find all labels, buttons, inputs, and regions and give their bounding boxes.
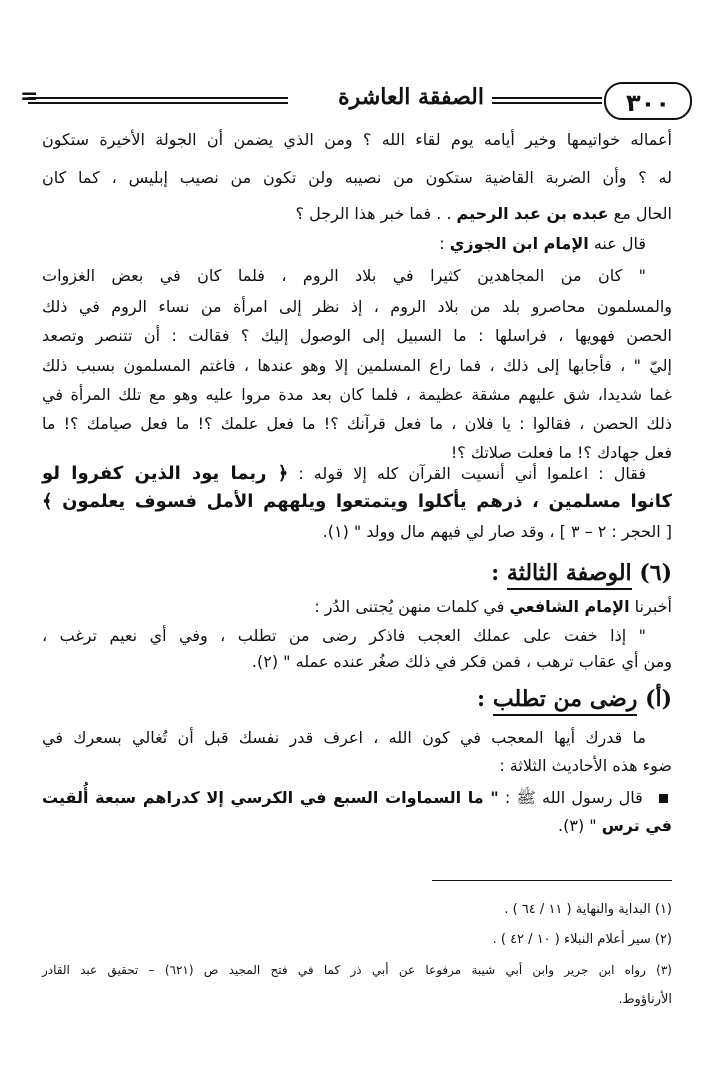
quote-line: غما شديدا، شق عليهم مشقة عظيمة ، فلما كان بعد مدة مروا عليه وهو مع تلك المرأة في [42,385,672,404]
quote-line: الحصن فهويها ، فراسلها : ما السبيل إلى الوصول إليك ؟ فقالت : أن تتنصر وتصعد [42,326,672,345]
text-run: أخبرنا [634,597,672,616]
heading-colon: : [477,686,486,712]
body-line: أعماله خواتيمها وخير أيامه يوم لقاء الله ؟ ومن الذي يضمن أن الجولة الأخيرة ستكون [42,130,672,149]
text-run: قال رسول الله ﷺ : [504,788,643,807]
hadith-text: " ما السماوات السبع في الكرسي إلا كدراهم سبعة أُلقيت [42,788,499,807]
header-title: الصفقة العاشرة [338,84,484,110]
text-run: في كلمات منهن يُجتنى الدُر : [314,597,505,616]
hadith-line [558,814,672,838]
quote-line: إليّ " ، فأجابها إلى ذلك ، فما راع المسلمين إلا وهو عندها ، فاغتم المسلمون بسبب ذلك [42,356,672,375]
footnote: (١) البداية والنهاية ( ١١ / ٦٤ ) . [504,902,672,917]
text-run: قال عنه [593,234,646,253]
quote-line [42,462,646,486]
hadith-text: في ترس [601,816,672,835]
text-run: " (٣). [558,816,597,835]
section-heading [491,560,672,586]
quote-line: ومن أي عقاب ترهب ، فمن فكر في ذلك صغُر عنده عمله " (٢). [251,652,672,671]
subsection-title: رضى من تطلب [493,686,638,716]
footnote: الأرناؤوط. [618,992,672,1007]
header-end-mark: = [20,84,39,109]
quote-line: والمسلمون محاصرو بلد من بلاد الروم ، إذ نظر إلى امرأة من نساء الروم في ذلك [42,297,672,316]
section-title: الوصفة الثالثة [507,560,632,590]
header-rule [28,97,288,104]
body-line [439,232,646,256]
quran-verse: كانوا مسلمين ، ذرهم يأكلوا ويتمتعوا ويلههم الأمل فسوف يعلمون ﴾ [42,491,672,512]
footnote-separator [432,880,672,881]
footnote: (٢) سير أعلام النبلاء ( ١٠ / ٤٢ ) . [492,932,672,947]
body-line [314,595,672,619]
bullet-icon [659,794,668,803]
person-name: الإمام ابن الجوزي [449,234,589,253]
body-line: ضوء هذه الأحاديث الثلاثة : [499,756,672,775]
subsection-number: (أ) [645,686,672,712]
body-line [296,202,672,226]
section-number: (٦) [639,560,672,586]
text-run: : [439,234,445,253]
text-run: . . فما خبر هذا الرجل ؟ [295,204,452,223]
quote-line: فعل جهادك ؟! ما فعلت صلاتك ؟! [450,443,672,462]
body-line: له ؟ وأن الضربة القاضية ستكون من نصيبه ولن تكون من نصيب إبليس ، كما كان [42,168,672,187]
hadith-line [42,786,668,810]
quran-verse: ﴿ ربما يود الذين كفروا لو [42,463,289,484]
text-run: الحال مع [613,204,672,223]
body-line: ما قدرك أيها المعجب في كون الله ، اعرف قدر نفسك قبل أن تُغالي بسعرك في [42,728,646,747]
heading-colon: : [491,560,500,586]
quote-line: " إذا خفت على عملك العجب فاذكر رضى من تطلب ، وفي أي نعيم ترغب ، [42,626,646,645]
person-name: عبده بن عبد الرحيم [456,204,609,223]
quote-line: ذلك الحصن ، فقالوا : يا فلان ، ما فعل قرآنك ؟! ما فعل علمك ؟! ما فعل صيامك ؟! ما [42,414,672,433]
page-number: ٣٠٠ [604,82,692,120]
quote-line: [ الحجر : ٢ – ٣ ] ، وقد صار لي فيهم مال وولد " (١). [322,522,672,541]
page-header [22,82,698,122]
quote-line: " كان من المجاهدين كثيرا في بلاد الروم ، فلما كان في بعض الغزوات [42,266,646,285]
footnote: (٣) رواه ابن جرير وابن أبي شيبة مرفوعا عن أبي ذر كما في فتح المجيد ص (٦٢١) – تحقيق عبد القادر [42,963,672,977]
person-name: الإمام الشافعي [509,597,630,616]
subsection-heading [477,686,672,712]
header-rule [492,97,602,104]
text-run: فقال : اعلموا أني أنسيت القرآن كله إلا قوله : [298,464,646,483]
